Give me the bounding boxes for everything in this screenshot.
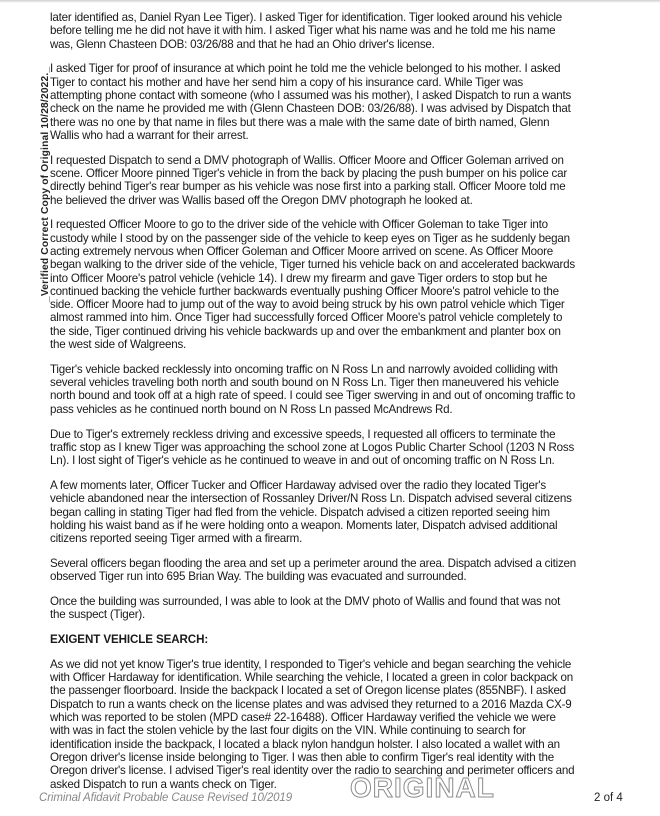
text-line: acting extremely nervous when Officer Goleman and Officer Moore arrived on scene. As Officer Moore [50, 244, 553, 258]
form-name-footer: Criminal Afidavit Probable Cause Revised 10/2019 [39, 792, 293, 804]
text-line: there was no one by that name in files but there was a male with the same date of birth named, Glenn [50, 115, 550, 129]
paragraph [50, 154, 640, 207]
text-line: I asked Tiger for proof of insurance at which point he told me the vehicle belonged to his mother. I asked [50, 62, 561, 76]
page-number: 2 of 4 [594, 792, 623, 804]
text-line: into Officer Moore's patrol vehicle (vehicle 14). I drew my firearm and gave Tiger orders to stop but he [50, 271, 548, 285]
text-line: I requested Officer Moore to go to the driver side of the vehicle with Officer Goleman to take Tiger into [50, 218, 548, 232]
text-line: several vehicles traveling both north and south bound on N Ross Ln. Tiger then maneuvered his vehicle [50, 376, 559, 390]
section-heading: EXIGENT VEHICLE SEARCH: [50, 633, 209, 647]
paragraph [50, 218, 640, 351]
text-line: which was reported to be stolen (MPD case# 22-16488). Officer Hardaway verified the vehicle we were [50, 711, 556, 725]
original-stamp: ORIGINAL [350, 772, 495, 803]
text-line: custody while I stood by on the passenger side of the vehicle to keep eyes on Tiger as he suddenly began [50, 231, 570, 245]
text-line: he believed the driver was Wallis based off the Oregon DMV photograph he looked at. [50, 193, 473, 207]
paragraph [50, 557, 640, 584]
text-line: continued backing the vehicle further backwards eventually pushing Officer Moore's patrol vehicle to the [50, 284, 559, 298]
text-line: holding his waist band as if he were holding onto a weapon. Moments later, Dispatch advised additional [50, 518, 558, 532]
text-line: Wallis who had a warrant for their arrest. [50, 128, 249, 142]
text-line: Tiger's vehicle backed recklessly into oncoming traffic on N Ross Ln and narrowly avoided colliding with [50, 362, 558, 376]
text-line: the passenger floorboard. Inside the backpack I located a set of Oregon license plates (855NBF). I asked [50, 684, 566, 698]
text-line: citizens reported seeing Tiger armed with a firearm. [50, 532, 303, 546]
text-line: before telling me he did not have it with him. I asked Tiger what his name was and he told me his name [50, 24, 556, 38]
text-line: the suspect (Tiger). [50, 608, 146, 622]
paragraph [50, 11, 640, 51]
text-line: A few moments later, Officer Tucker and Officer Hardaway advised over the radio they located Tiger's [50, 478, 546, 492]
verified-copy-stamp: _Verified Correct Copy of Original 10/28/2022._ [40, 66, 51, 302]
text-line: Due to Tiger's extremely reckless driving and excessive speeds, I requested all officers to terminate the [50, 427, 556, 441]
text-line: later identified as, Daniel Ryan Lee Tiger). I asked Tiger for identification. Tiger looked around his vehicle [50, 11, 562, 24]
text-line: Ln). I lost sight of Tiger's vehicle as he continued to weave in and out of oncoming traffic on N Ross Ln. [50, 454, 555, 468]
text-line: Several officers began flooding the area and set up a perimeter around the area. Dispatch advised a citizen [50, 556, 577, 570]
text-line: I requested Dispatch to send a DMV photograph of Wallis. Officer Moore and Officer Goleman arrived on [50, 153, 564, 167]
text-line: directly behind Tiger's rear bumper as his vehicle was nose first into a parking stall. Officer Moore told me [50, 180, 566, 194]
paragraph [50, 479, 640, 545]
text-line: Once the building was surrounded, I was able to look at the DMV photo of Wallis and found that was not [50, 594, 561, 608]
document-body [50, 11, 640, 802]
text-line: check on the name he provided me with (Glenn Chasteen DOB: 03/26/88). I was advised by Dispatch that [50, 102, 571, 116]
paragraph [50, 428, 640, 468]
page-top-edge [0, 0, 660, 3]
text-line: was, Glenn Chasteen DOB: 03/26/88 and that he had an Ohio driver's license. [50, 37, 435, 51]
text-line: began calling in stating Tiger had fled from the vehicle. Dispatch advised a citizen reported seeing him [50, 505, 550, 519]
text-line: observed Tiger run into 695 Brian Way. The building was evacuated and surrounded. [50, 570, 467, 584]
text-line: pass vehicles as he continued north bound on N Ross Ln passed McAndrews Rd. [50, 402, 453, 416]
text-line: Tiger to contact his mother and have her send him a copy of his insurance card. While Tiger was [50, 75, 523, 89]
paragraph [50, 62, 640, 142]
text-line: vehicle abandoned near the intersection of Rossanley Driver/N Ross Ln. Dispatch advised several citizens [50, 492, 572, 506]
text-line: As we did not yet know Tiger's true identity, I responded to Tiger's vehicle and began searching the vehicle [50, 657, 572, 671]
text-line: the side, Tiger continued driving his vehicle backwards up and over the embankment and planter box on [50, 324, 561, 338]
paragraph [50, 658, 640, 791]
text-line: almost rammed into him. Once Tiger had successfully forced Officer Moore's patrol vehicle completely to [50, 311, 563, 325]
text-line: Dispatch to run a wants check on the license plates and was advised they returned to a 2016 Mazda CX-9 [50, 697, 572, 711]
text-line: asked Dispatch to run a wants check on Tiger. [50, 777, 277, 791]
text-line: the west side of Walgreens. [50, 338, 187, 352]
text-line: attempting phone contact with someone (who I assumed was his mother), I asked Dispatch to run a wants [50, 88, 572, 102]
text-line: traffic stop as I knew Tiger was approaching the school zone at Logos Public Charter School (1203 N Ross [50, 440, 575, 454]
text-line: Oregon driver's license. I advised Tiger's real identity over the radio to searching and perimeter officers and [50, 764, 575, 778]
text-line: scene. Officer Moore pinned Tiger's vehicle in from the back by placing the push bumper on his police car [50, 166, 568, 180]
paragraph [50, 595, 640, 622]
text-line: side. Officer Moore had to jump out of the way to avoid being struck by his own patrol vehicle which Tiger [50, 298, 565, 312]
text-line: north bound and took off at a high rate of speed. I could see Tiger swerving in and out of oncoming traffic to [50, 389, 576, 403]
paragraph [50, 363, 640, 416]
text-line: with Officer Hardaway for identification. While searching the vehicle, I located a green in color backpack on [50, 671, 573, 685]
text-line: began walking to the driver side of the vehicle, Tiger turned his vehicle back on and accelerated backwards [50, 258, 575, 272]
text-line: with was in fact the stolen vehicle by the last four digits on the VIN. While continuing to search for [50, 724, 526, 738]
text-line: Oregon driver's license inside belonging to Tiger. I was then able to confirm Tiger's real identity with the [50, 750, 554, 764]
text-line: identification inside the backpack, I located a black nylon handgun holster. I also located a wallet with an [50, 737, 560, 751]
